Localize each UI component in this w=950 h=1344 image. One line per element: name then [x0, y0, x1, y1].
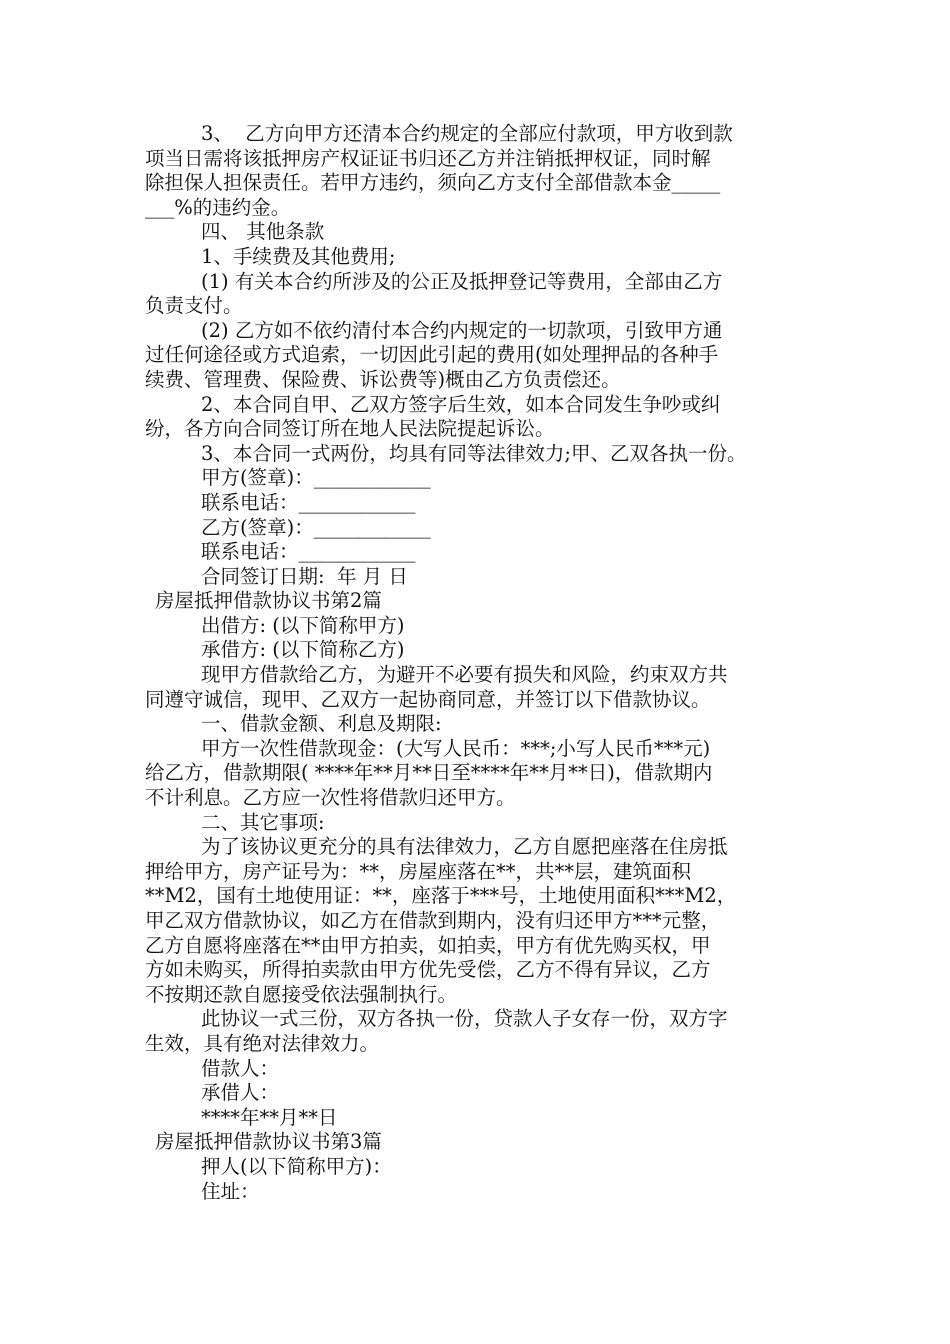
text-line: 不按期还款自愿接受依法强制执行。: [145, 982, 458, 1006]
text-line: 联系电话：____________: [201, 490, 416, 514]
text-line: 乙方自愿将座落在**由甲方拍卖，如拍卖，甲方有优先购买权，甲: [145, 933, 711, 957]
text-line: 为了该协议更充分的具有法律效力，乙方自愿把座落在住房抵: [201, 835, 728, 859]
text-line: ****年**月**日: [201, 1105, 338, 1129]
text-line: 方如未购买，所得拍卖款由甲方优先受偿，乙方不得有异议，乙方: [145, 958, 711, 982]
text-line: 不计利息。乙方应一次性将借款归还甲方。: [145, 786, 516, 810]
section-heading: 房屋抵押借款协议书第3篇: [155, 1130, 382, 1154]
text-line: ___%的违约金。: [145, 195, 291, 219]
text-line: 借款人：: [201, 1056, 280, 1080]
text-line: 生效，具有绝对法律效力。: [145, 1031, 380, 1055]
text-line: 住址：: [201, 1179, 260, 1203]
text-line: 甲方(签章)：____________: [201, 466, 431, 490]
text-line: 项当日需将该抵押房产权证证书归还乙方并注销抵押权证，同时解: [145, 146, 711, 170]
text-line: 负责支付。: [145, 294, 243, 318]
text-line: 过任何途径或方式追索，一切因此引起的费用(如处理押品的各种手: [145, 343, 719, 367]
text-line: 四、 其他条款: [201, 220, 325, 244]
text-line: 承借人：: [201, 1081, 280, 1105]
text-line: (2) 乙方如不依约清付本合约内规定的一切款项，引致甲方通: [201, 318, 723, 342]
text-line: 3、本合同一式两份，均具有同等法律效力;甲、乙双各执一份。: [201, 441, 747, 465]
text-line: 2、本合同自甲、乙双方签字后生效，如本合同发生争吵或纠: [201, 392, 721, 416]
text-line: 3、 乙方向甲方还清本合约规定的全部应付款项，甲方收到款: [201, 122, 733, 145]
text-line: 押给甲方，房产证号为：**，房屋座落在**，共**层，建筑面积: [145, 859, 692, 883]
text-line: 甲乙双方借款协议，如乙方在借款到期内，没有归还甲方***元整，: [145, 909, 721, 932]
text-line: 合同签订日期: 年 月 日: [201, 564, 408, 588]
text-line: 续费、管理费、保险费、诉讼费等)概由乙方负责偿还。: [145, 367, 621, 391]
text-line: 现甲方借款给乙方，为避开不必要有损失和风险，约束双方共: [201, 663, 728, 687]
text-line: 1、手续费及其他费用;: [201, 244, 396, 268]
text-line: 一、借款金额、利息及期限:: [201, 712, 442, 736]
text-line: 二、其它事项:: [201, 810, 325, 834]
text-line: 纷，各方向合同签订所在地人民法院提起诉讼。: [145, 417, 555, 441]
text-line: (1) 有关本合约所涉及的公正及抵押登记等费用，全部由乙方: [201, 269, 723, 293]
text-line: 除担保人担保责任。若甲方违约，须向乙方支付全部借款本金_____: [145, 171, 721, 195]
text-line: 联系电话：____________: [201, 540, 416, 564]
text-line: 承借方: (以下简称乙方): [201, 638, 405, 662]
text-line: 同遵守诚信，现甲、乙双方一起协商同意，并签订以下借款协议。: [145, 687, 711, 711]
text-line: 押人(以下简称甲方)：: [201, 1154, 392, 1178]
document-body: [145, 122, 813, 1204]
text-line: 甲方一次性借款现金：(大写人民币：***;小写人民币***元): [201, 736, 711, 760]
text-line: 出借方: (以下简称甲方): [201, 613, 405, 637]
section-heading: 房屋抵押借款协议书第2篇: [155, 589, 382, 613]
text-line: **M2，国有土地使用证：**，座落于***号，土地使用面积***M2，: [145, 884, 737, 908]
text-line: 乙方(签章)：____________: [201, 515, 431, 539]
text-line: 给乙方，借款期限( ****年**月**日至****年**月**日)，借款期内: [145, 761, 713, 785]
text-line: 此协议一式三份，双方各执一份，贷款人子女存一份，双方字: [201, 1007, 728, 1031]
